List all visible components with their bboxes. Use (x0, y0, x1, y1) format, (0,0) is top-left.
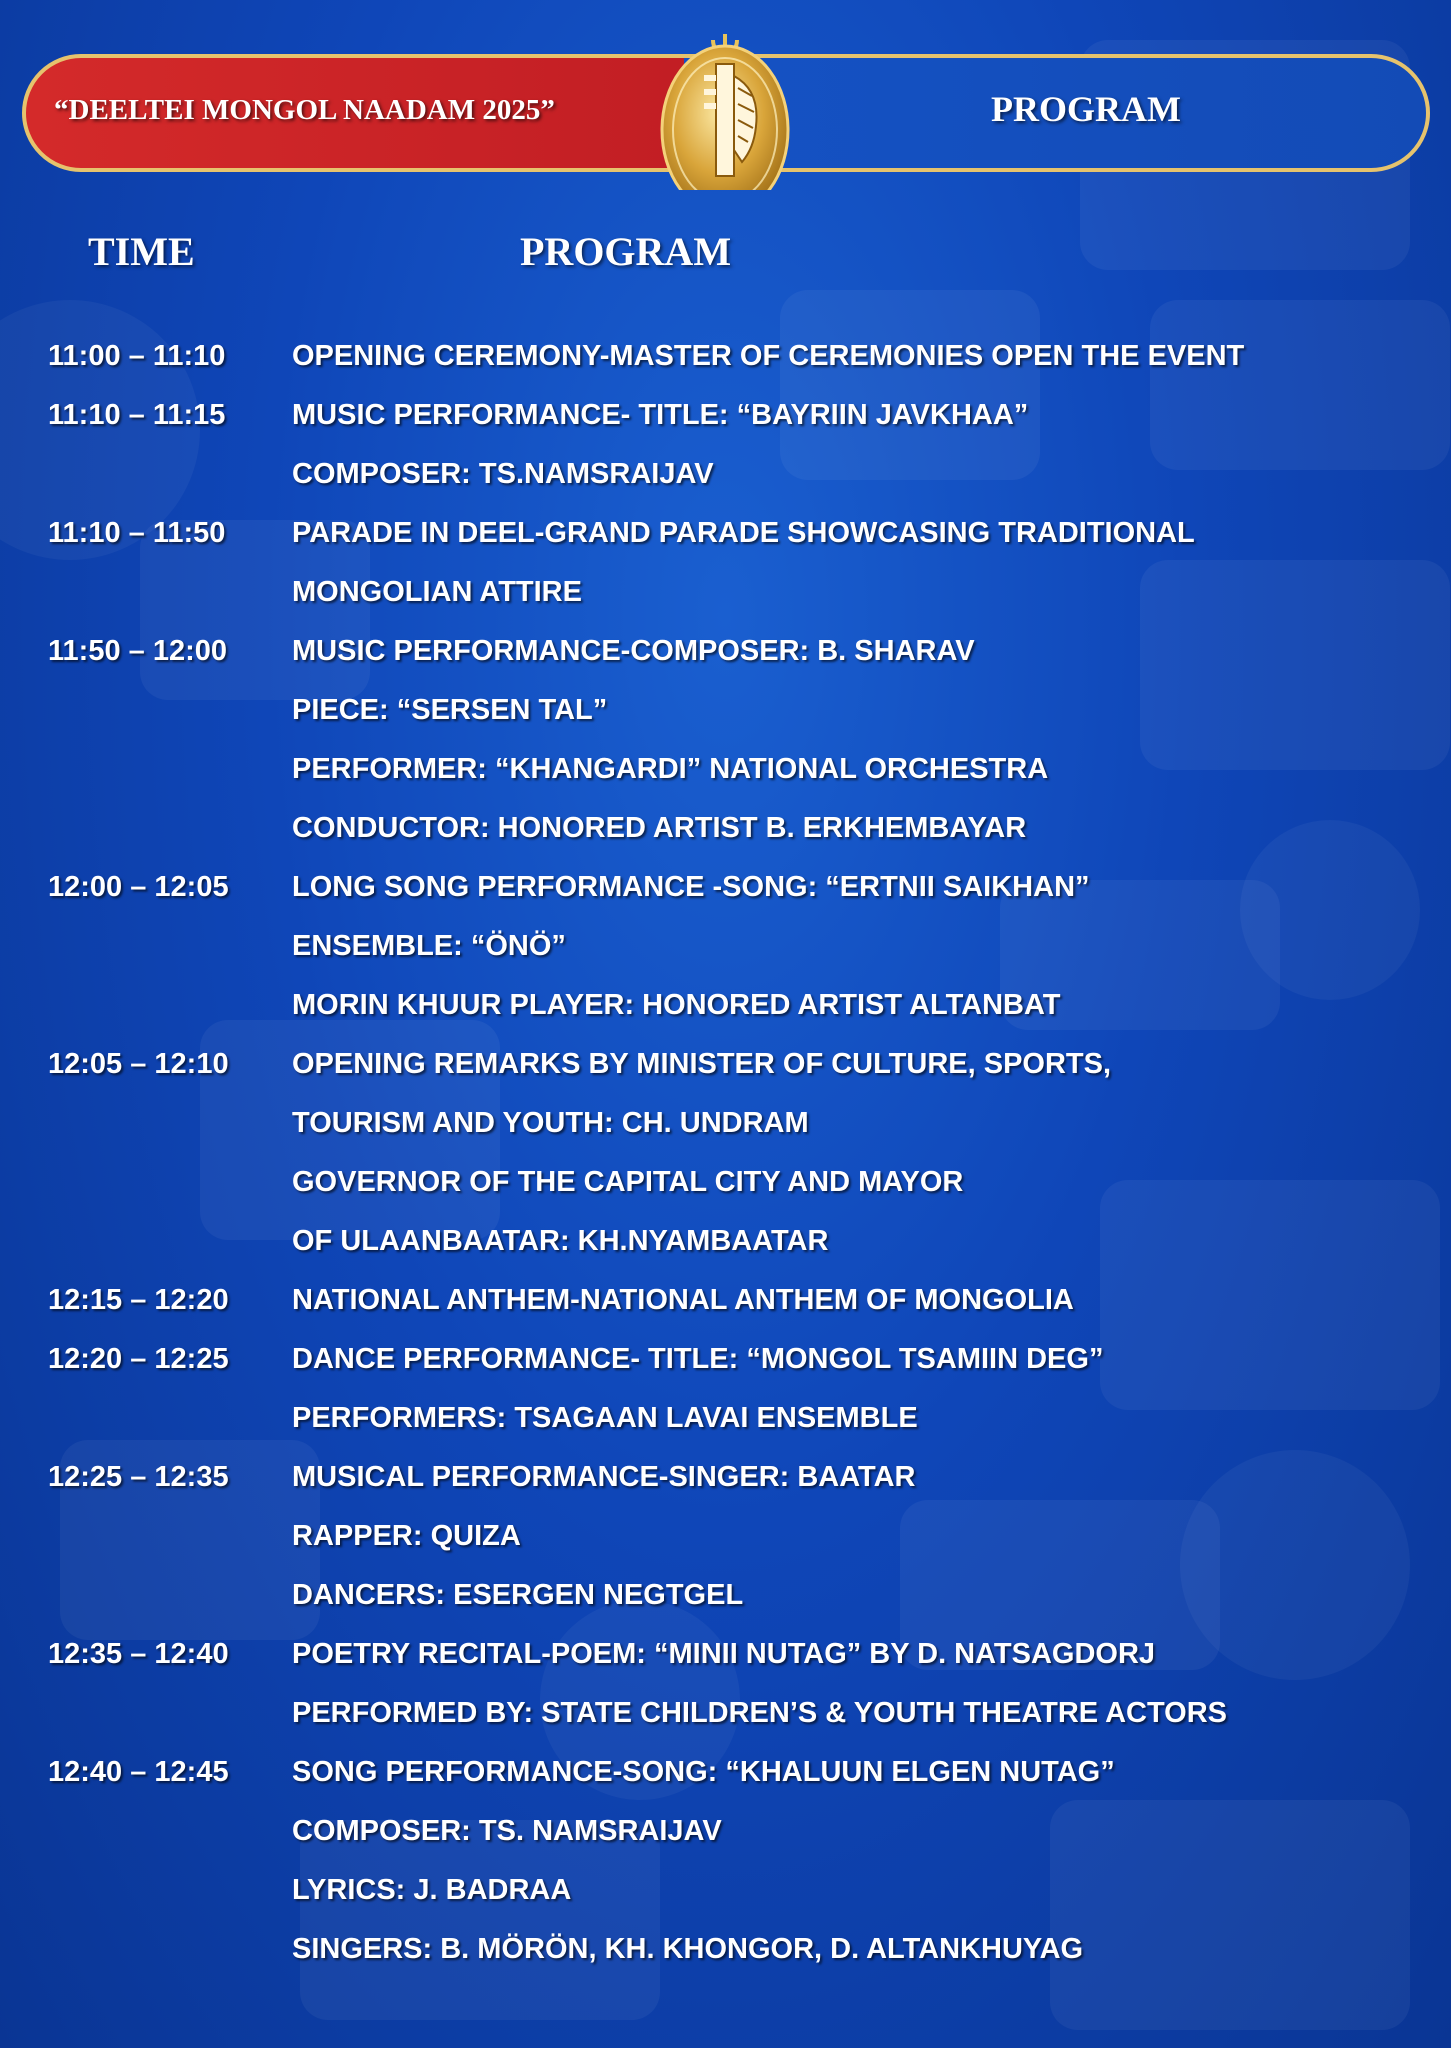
schedule-description: MONGOLIAN ATTIRE (292, 576, 582, 608)
schedule-row (0, 1284, 1451, 1343)
schedule-row (0, 340, 1451, 399)
schedule-description: LYRICS: J. BADRAA (292, 1874, 572, 1906)
schedule-row (0, 576, 1451, 635)
schedule-description: GOVERNOR OF THE CAPITAL CITY AND MAYOR (292, 1166, 964, 1198)
schedule-row (0, 812, 1451, 871)
schedule-row (0, 1107, 1451, 1166)
schedule-description: DANCERS: ESERGEN NEGTGEL (292, 1579, 744, 1611)
schedule-row (0, 930, 1451, 989)
schedule-time: 11:50 – 12:00 (48, 635, 227, 667)
schedule-description: POETRY RECITAL-POEM: “MINII NUTAG” BY D. NATSAGDORJ (292, 1638, 1156, 1670)
schedule-description: NATIONAL ANTHEM-NATIONAL ANTHEM OF MONGOLIA (292, 1284, 1074, 1316)
trident-banner-emblem-icon (658, 30, 792, 190)
schedule-row (0, 1579, 1451, 1638)
event-title: “DEELTEI MONGOL NAADAM 2025” (54, 94, 555, 126)
schedule-row (0, 1874, 1451, 1933)
program-schedule (0, 340, 1451, 1992)
schedule-description: COMPOSER: TS.NAMSRAIJAV (292, 458, 714, 490)
schedule-time: 11:10 – 11:50 (48, 517, 226, 549)
schedule-time: 12:35 – 12:40 (48, 1638, 229, 1670)
schedule-description: TOURISM AND YOUTH: CH. UNDRAM (292, 1107, 809, 1139)
schedule-row (0, 517, 1451, 576)
schedule-description: PERFORMER: “KHANGARDI” NATIONAL ORCHESTRA (292, 753, 1049, 785)
schedule-row (0, 871, 1451, 930)
schedule-description: CONDUCTOR: HONORED ARTIST B. ERKHEMBAYAR (292, 812, 1027, 844)
schedule-description: RAPPER: QUIZA (292, 1520, 521, 1552)
schedule-row (0, 1520, 1451, 1579)
schedule-row (0, 1756, 1451, 1815)
schedule-row (0, 458, 1451, 517)
schedule-row (0, 753, 1451, 812)
schedule-row (0, 1048, 1451, 1107)
schedule-time: 12:20 – 12:25 (48, 1343, 229, 1375)
time-column-header: TIME (88, 229, 195, 274)
schedule-description: OPENING CEREMONY-MASTER OF CEREMONIES OPEN THE EVENT (292, 340, 1245, 372)
schedule-time: 11:00 – 11:10 (48, 340, 226, 372)
schedule-description: PARADE IN DEEL-GRAND PARADE SHOWCASING TRADITIONAL (292, 517, 1195, 549)
schedule-row (0, 635, 1451, 694)
schedule-time: 12:25 – 12:35 (48, 1461, 229, 1493)
schedule-row (0, 1933, 1451, 1992)
schedule-description: SINGERS: B. MÖRÖN, KH. KHONGOR, D. ALTANKHUYAG (292, 1933, 1084, 1965)
schedule-row (0, 399, 1451, 458)
schedule-row (0, 989, 1451, 1048)
schedule-row (0, 1402, 1451, 1461)
schedule-description: MORIN KHUUR PLAYER: HONORED ARTIST ALTANBAT (292, 989, 1061, 1021)
schedule-time: 12:00 – 12:05 (48, 871, 229, 903)
schedule-description: COMPOSER: TS. NAMSRAIJAV (292, 1815, 722, 1847)
schedule-description: PERFORMERS: TSAGAAN LAVAI ENSEMBLE (292, 1402, 918, 1434)
schedule-description: OF ULAANBAATAR: KH.NYAMBAATAR (292, 1225, 829, 1257)
schedule-time: 12:05 – 12:10 (48, 1048, 229, 1080)
program-column-header: PROGRAM (520, 229, 732, 274)
schedule-description: SONG PERFORMANCE-SONG: “KHALUUN ELGEN NUTAG” (292, 1756, 1115, 1788)
schedule-description: LONG SONG PERFORMANCE -SONG: “ERTNII SAIKHAN” (292, 871, 1090, 903)
schedule-time: 12:40 – 12:45 (48, 1756, 229, 1788)
schedule-description: MUSIC PERFORMANCE- TITLE: “BAYRIIN JAVKHAA” (292, 399, 1029, 431)
schedule-description: ENSEMBLE: “ÖNÖ” (292, 930, 566, 962)
schedule-row (0, 1638, 1451, 1697)
schedule-row (0, 694, 1451, 753)
schedule-row (0, 1697, 1451, 1756)
schedule-row (0, 1343, 1451, 1402)
schedule-row (0, 1815, 1451, 1874)
schedule-description: PERFORMED BY: STATE CHILDREN’S & YOUTH THEATRE ACTORS (292, 1697, 1228, 1729)
schedule-description: DANCE PERFORMANCE- TITLE: “MONGOL TSAMIIN DEG” (292, 1343, 1104, 1375)
schedule-description: PIECE: “SERSEN TAL” (292, 694, 608, 726)
schedule-time: 11:10 – 11:15 (48, 399, 226, 431)
schedule-description: MUSICAL PERFORMANCE-SINGER: BAATAR (292, 1461, 916, 1493)
schedule-row (0, 1166, 1451, 1225)
schedule-description: OPENING REMARKS BY MINISTER OF CULTURE, SPORTS, (292, 1048, 1112, 1080)
schedule-row (0, 1461, 1451, 1520)
schedule-row (0, 1225, 1451, 1284)
schedule-time: 12:15 – 12:20 (48, 1284, 229, 1316)
schedule-description: MUSIC PERFORMANCE-COMPOSER: B. SHARAV (292, 635, 975, 667)
program-title: PROGRAM (991, 89, 1181, 129)
